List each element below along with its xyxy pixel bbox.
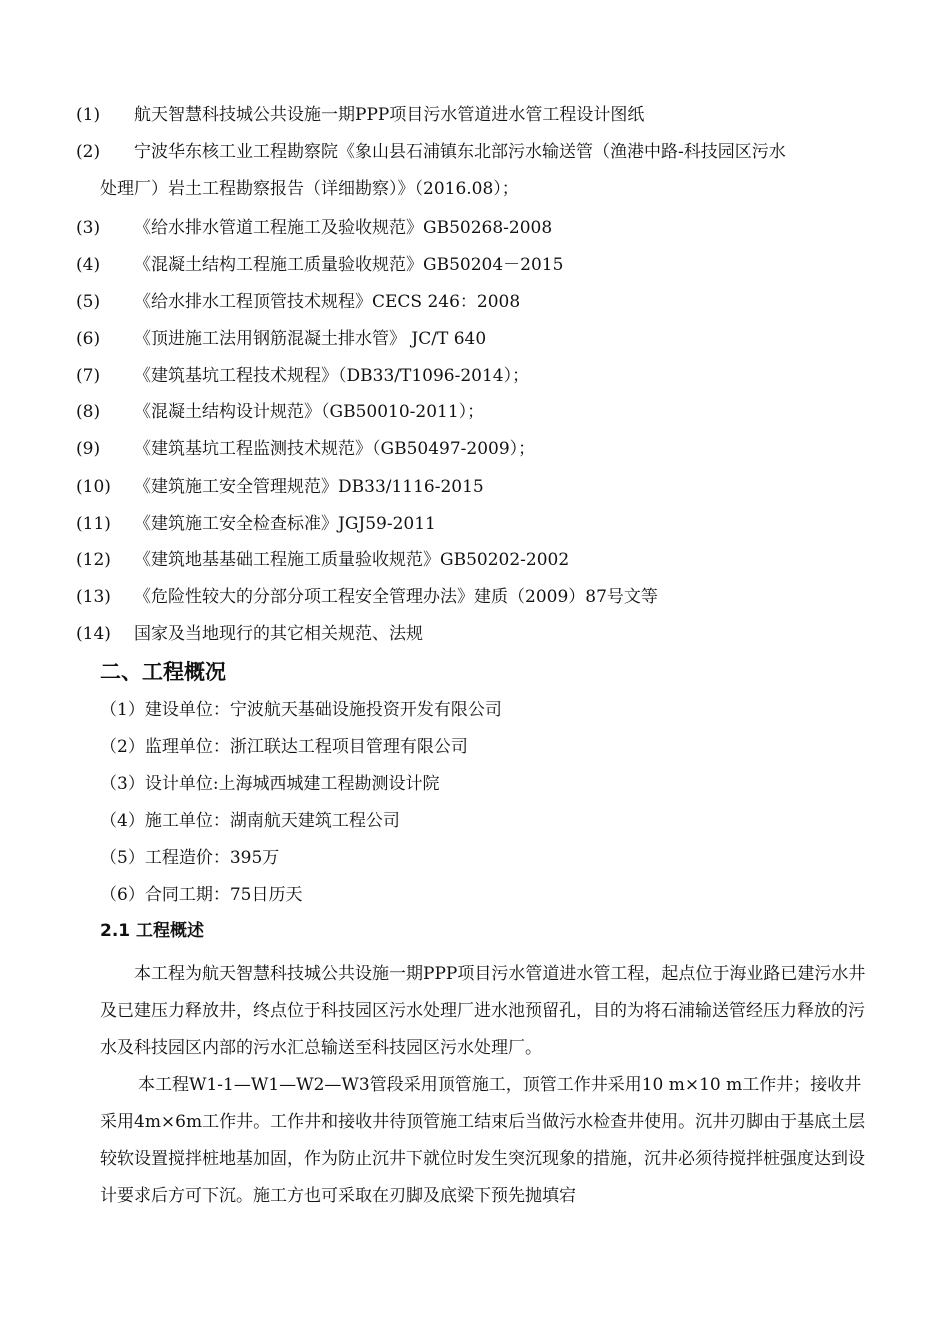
ref-text: 《危险性较大的分部分项工程安全管理办法》建质（2009）87号文等 <box>134 587 658 607</box>
ref-number: (11) <box>76 514 111 534</box>
ref-number: (12) <box>76 550 111 570</box>
ref-text: 国家及当地现行的其它相关规范、法规 <box>134 624 423 644</box>
ref-text: 《给水排水管道工程施工及验收规范》GB50268-2008 <box>134 218 553 238</box>
ref-number: (3) <box>76 218 101 238</box>
project-info-item: （3）设计单位:上海城西城建工程勘测设计院 <box>100 774 440 794</box>
ref-number: (8) <box>76 402 101 422</box>
ref-number: (4) <box>76 255 101 275</box>
body-paragraph: 本工程W1-1—W1—W2—W3管段采用顶管施工，顶管工作井采用10 m×10 m工作井；接收井采用4m×6m工作井。工作井和接收井待顶管施工结束后当做污水检查井使用。沉井刃脚由于基底土层较软设置搅拌桩地基加固，作为防止沉井下就位时发生突沉现象的措施，沉井必须待搅拌桩强度达到设计要求后方可下沉。施工方也可采取在刃脚及底梁下预先抛填宕 <box>100 1075 866 1206</box>
ref-text-continuation: 处理厂）岩土工程勘察报告（详细勘察）》（2016.08）； <box>100 179 519 199</box>
project-info-item: （1）建设单位：宁波航天基础设施投资开发有限公司 <box>100 700 502 720</box>
body-paragraph: 本工程为航天智慧科技城公共设施一期PPP项目污水管道进水管工程，起点位于海业路已建污水井及已建压力释放井，终点位于科技园区污水处理厂进水池预留孔，目的为将石浦输送管经压力释放的污水及科技园区内部的污水汇总输送至科技园区污水处理厂。 <box>100 964 866 1058</box>
section-heading: 二、工程概况 <box>100 660 226 684</box>
project-info-item: （6）合同工期：75日历天 <box>100 885 303 905</box>
project-info-item: （5）工程造价：395万 <box>100 848 280 868</box>
subsection-heading: 2.1 工程概述 <box>100 921 205 941</box>
ref-text: 宁波华东核工业工程勘察院《象山县石浦镇东北部污水输送管（渔港中路-科技园区污水 <box>134 142 786 162</box>
ref-text: 《混凝土结构设计规范》（GB50010-2011）； <box>134 402 485 422</box>
ref-number: (5) <box>76 292 101 312</box>
ref-text: 《顶进施工法用钢筋混凝土排水管》 JC/T 640 <box>134 329 487 349</box>
ref-number: (6) <box>76 329 101 349</box>
project-info-item: （2）监理单位：浙江联达工程项目管理有限公司 <box>100 737 468 757</box>
ref-number: (2) <box>76 142 101 162</box>
ref-text: 《建筑基坑工程监测技术规范》（GB50497-2009）； <box>134 439 536 459</box>
ref-text: 《建筑施工安全检查标准》JGJ59-2011 <box>134 514 436 534</box>
ref-number: (13) <box>76 587 111 607</box>
ref-number: (14) <box>76 624 111 644</box>
ref-text: 《建筑基坑工程技术规程》（DB33/T1096-2014）； <box>134 366 530 386</box>
ref-number: (1) <box>76 105 101 125</box>
ref-number: (10) <box>76 477 111 497</box>
ref-number: (9) <box>76 439 101 459</box>
ref-text: 航天智慧科技城公共设施一期PPP项目污水管道进水管工程设计图纸 <box>134 105 645 125</box>
ref-number: (7) <box>76 366 101 386</box>
ref-text: 《给水排水工程顶管技术规程》CECS 246：2008 <box>134 292 521 312</box>
ref-text: 《建筑施工安全管理规范》DB33/1116-2015 <box>134 477 484 497</box>
ref-text: 《建筑地基基础工程施工质量验收规范》GB50202-2002 <box>134 550 570 570</box>
project-info-item: （4）施工单位：湖南航天建筑工程公司 <box>100 811 400 831</box>
ref-text: 《混凝土结构工程施工质量验收规范》GB50204－2015 <box>134 255 564 275</box>
